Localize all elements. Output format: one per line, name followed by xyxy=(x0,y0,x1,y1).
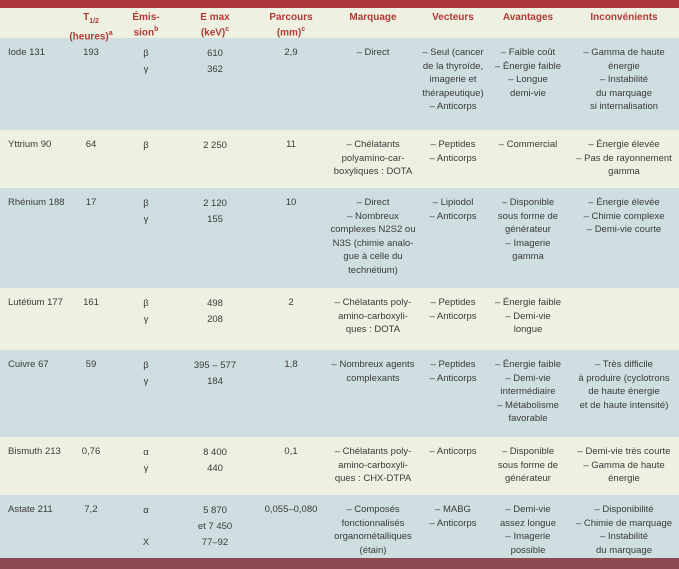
header-half-life xyxy=(65,12,117,43)
cell-marquage-line: – Chélatants xyxy=(346,139,400,150)
cell-emission-line: γ xyxy=(143,463,149,474)
cell-inconvenients-line: énergie xyxy=(608,473,640,484)
cell-inconvenients-line: à produire (cyclotrons xyxy=(578,372,670,384)
cell-marquage-line: – Nombreux xyxy=(347,210,399,222)
cell-avantages-line: sous forme de xyxy=(497,459,559,471)
table-row xyxy=(0,38,679,130)
cell-parcours xyxy=(255,445,327,495)
cell-emission xyxy=(117,358,175,437)
cell-emission-line: α xyxy=(143,505,149,516)
cell-vecteurs xyxy=(419,445,487,495)
cell-vecteurs-line: – Anticorps xyxy=(429,517,477,529)
cell-emax xyxy=(175,503,255,558)
cell-vecteurs xyxy=(419,138,487,188)
cell-marquage-line: (étain) xyxy=(359,544,387,556)
header-avantages xyxy=(487,12,569,38)
cell-parcours xyxy=(255,503,327,558)
header-marquage-label: Marquage xyxy=(349,12,397,23)
cell-marquage-line: complexes N2S2 ou xyxy=(330,224,416,235)
header-vecteurs xyxy=(419,12,487,38)
cell-marquage-line: – Direct xyxy=(356,197,390,208)
cell-emax xyxy=(175,46,255,130)
cell-avantages-line: favorable xyxy=(508,413,548,424)
cell-emax xyxy=(175,358,255,437)
cell-emission xyxy=(117,296,175,350)
cell-vecteurs-line: – Peptides xyxy=(430,297,476,308)
cell-inconvenients-line: – Instabilité xyxy=(599,531,649,542)
cell-avantages-line: générateur xyxy=(505,224,551,235)
cell-marquage-line: technétium) xyxy=(348,264,398,276)
cell-vecteurs xyxy=(419,296,487,350)
cell-marquage-line: boxyliques : DOTA xyxy=(333,166,413,177)
cell-marquage-line: – Chélatants poly- xyxy=(334,297,412,308)
cell-marquage-line: amino-carboxyli- xyxy=(338,459,408,471)
cell-parcours-line: 0,055–0,080 xyxy=(264,504,318,515)
cell-emission-line: X xyxy=(142,537,150,548)
cell-avantages xyxy=(487,46,569,130)
cell-avantages-line: générateur xyxy=(505,473,551,484)
cell-emission xyxy=(117,46,175,130)
cell-marquage-line: gue à celle du xyxy=(343,251,403,262)
cell-avantages-line: – Métabolisme xyxy=(497,399,559,411)
cell-emax-line: 208 xyxy=(207,314,223,325)
cell-avantages-line: – Énergie faible xyxy=(494,297,562,308)
cell-avantages xyxy=(487,358,569,437)
cell-emission-line: β xyxy=(143,48,149,59)
cell-vecteurs-line: – Anticorps xyxy=(429,101,477,112)
cell-parcours-line: 0,1 xyxy=(284,446,298,457)
cell-inconvenients-line: – Chimie complexe xyxy=(583,210,665,222)
cell-vecteurs-line: – Anticorps xyxy=(429,310,477,322)
cell-emax xyxy=(175,196,255,288)
cell-vecteurs xyxy=(419,196,487,288)
cell-emission-line: γ xyxy=(143,376,149,387)
cell-inconvenients xyxy=(569,503,679,558)
cell-avantages-line: intermédiaire xyxy=(500,386,556,397)
cell-emax-line: 77–92 xyxy=(201,537,229,548)
cell-inconvenients-line: – Gamma de haute xyxy=(583,459,665,471)
cell-avantages xyxy=(487,196,569,288)
cell-inconvenients-line: du marquage xyxy=(596,87,652,99)
cell-name-line: Yttrium 90 xyxy=(8,139,52,150)
cell-inconvenients-line: – Disponibilité xyxy=(594,504,654,515)
cell-parcours xyxy=(255,296,327,350)
cell-inconvenients-line: – Énergie élevée xyxy=(588,139,660,150)
cell-marquage-line: – Composés xyxy=(346,504,400,515)
cell-emax-line: 2 120 xyxy=(203,198,227,209)
header-parcours xyxy=(255,12,327,38)
cell-avantages-line: sous forme de xyxy=(497,210,559,222)
cell-marquage xyxy=(327,445,419,495)
cell-emission-line: β xyxy=(143,298,149,309)
cell-marquage-line: N3S (chimie analo- xyxy=(332,237,414,249)
cell-emax xyxy=(175,138,255,188)
header-emission-line1: Émis- xyxy=(132,12,160,23)
cell-t12 xyxy=(65,46,117,130)
cell-emax-line: 395 – 577 xyxy=(193,360,237,371)
cell-marquage xyxy=(327,46,419,130)
cell-vecteurs-line: – MABG xyxy=(435,504,471,515)
cell-emission-line xyxy=(117,519,175,535)
cell-marquage-line: – Nombreux agents xyxy=(331,359,415,370)
cell-avantages-line: – Commercial xyxy=(498,139,558,150)
cell-avantages xyxy=(487,445,569,495)
cell-inconvenients-line: énergie xyxy=(608,60,640,72)
cell-parcours xyxy=(255,358,327,437)
header-avantages-label: Avantages xyxy=(502,12,554,23)
cell-marquage-line: ques : DOTA xyxy=(345,324,401,335)
cell-t12-line: 193 xyxy=(83,47,99,58)
cell-inconvenients xyxy=(569,358,679,437)
cell-name xyxy=(0,196,65,288)
cell-emission-line: γ xyxy=(143,314,149,325)
cell-t12-line: 64 xyxy=(85,139,97,150)
cell-inconvenients-line: – Demi-vie courte xyxy=(586,224,662,235)
cell-marquage-line: – Chélatants poly- xyxy=(334,446,412,457)
cell-avantages-line: – Disponible xyxy=(501,446,555,457)
cell-marquage-line: – Direct xyxy=(356,47,390,58)
cell-t12 xyxy=(65,138,117,188)
cell-emax-line: 362 xyxy=(207,64,223,75)
cell-avantages-line: – Énergie faible xyxy=(494,359,562,370)
cell-vecteurs-line: de la thyroïde, xyxy=(422,60,484,72)
cell-inconvenients xyxy=(569,196,679,288)
cell-t12-line: 0,76 xyxy=(81,446,101,457)
cell-marquage-line: fonctionnalisés xyxy=(341,517,405,529)
cell-emission-line: α xyxy=(143,447,149,458)
header-marquage xyxy=(327,12,419,38)
cell-t12 xyxy=(65,296,117,350)
cell-emission-line: β xyxy=(143,360,149,371)
cell-t12 xyxy=(65,445,117,495)
cell-name-line: Bismuth 213 xyxy=(8,446,61,457)
header-emission-line2: sion$^b$ xyxy=(133,26,159,39)
cell-avantages-line: – Longue xyxy=(508,74,548,85)
cell-emission xyxy=(117,196,175,288)
cell-t12 xyxy=(65,196,117,288)
cell-avantages-line: longue xyxy=(513,324,543,335)
cell-avantages-line: – Demi-vie xyxy=(505,372,551,384)
cell-name xyxy=(0,503,65,558)
cell-vecteurs-line: imagerie et xyxy=(429,74,477,85)
cell-vecteurs-line: – Anticorps xyxy=(429,210,477,222)
cell-emax-line: 155 xyxy=(207,214,223,225)
table-row xyxy=(0,188,679,288)
cell-parcours xyxy=(255,46,327,130)
cell-inconvenients-line: – Gamma de haute xyxy=(583,47,665,58)
cell-avantages-line: – Énergie faible xyxy=(494,60,562,72)
header-inconvenients-label: Inconvénients xyxy=(590,12,658,23)
cell-avantages-line: – Imagerie xyxy=(505,237,551,249)
cell-marquage-line: complexants xyxy=(346,372,400,384)
cell-parcours xyxy=(255,196,327,288)
cell-name xyxy=(0,358,65,437)
cell-vecteurs-line: – Peptides xyxy=(430,139,476,150)
cell-emax-line: 184 xyxy=(207,376,223,387)
cell-name xyxy=(0,445,65,495)
cell-inconvenients-line: gamma xyxy=(608,166,640,177)
cell-parcours-line: 2 xyxy=(288,297,294,308)
cell-vecteurs-line: – Anticorps xyxy=(429,372,477,384)
cell-vecteurs xyxy=(419,358,487,437)
cell-name xyxy=(0,46,65,130)
cell-inconvenients xyxy=(569,445,679,495)
cell-emax-line: 498 xyxy=(207,298,223,309)
table-row xyxy=(0,288,679,350)
cell-avantages xyxy=(487,138,569,188)
cell-name-line: Cuivre 67 xyxy=(8,359,49,370)
cell-inconvenients xyxy=(569,46,679,130)
cell-avantages-line: – Faible coût xyxy=(500,47,556,58)
cell-inconvenients-line: – Pas de rayonnement xyxy=(576,152,672,164)
cell-marquage xyxy=(327,138,419,188)
cell-name-line: Lutétium 177 xyxy=(8,297,63,308)
cell-avantages-line: gamma xyxy=(512,251,544,262)
cell-vecteurs-line: – Anticorps xyxy=(429,446,477,457)
cell-avantages xyxy=(487,296,569,350)
cell-avantages-line: demi-vie xyxy=(510,87,546,99)
header-half-life-line2: (heures)$^a$ xyxy=(69,30,113,43)
cell-inconvenients xyxy=(569,296,679,350)
cell-inconvenients-line: de haute énergie xyxy=(588,386,660,397)
header-parcours-line1: Parcours xyxy=(269,12,313,23)
cell-emax-line: et 7 450 xyxy=(197,521,233,532)
cell-vecteurs xyxy=(419,503,487,558)
cell-emax-line: 8 400 xyxy=(203,447,227,458)
cell-inconvenients-line: – Chimie de marquage xyxy=(575,517,673,529)
cell-parcours-line: 10 xyxy=(285,197,297,208)
cell-name-line: Iode 131 xyxy=(8,47,45,58)
cell-parcours-line: 1,8 xyxy=(284,359,298,370)
cell-avantages-line: – Imagerie xyxy=(505,531,551,542)
cell-emission xyxy=(117,503,175,558)
cell-avantages-line: – Demi-vie xyxy=(505,504,551,515)
cell-emission-line: γ xyxy=(143,64,149,75)
cell-avantages-line: possible xyxy=(510,544,546,556)
cell-inconvenients-line: – Demi-vie très courte xyxy=(577,446,671,457)
table-row xyxy=(0,350,679,437)
cell-emission xyxy=(117,138,175,188)
table-row xyxy=(0,130,679,188)
header-vecteurs-label: Vecteurs xyxy=(432,12,474,23)
header-emax-line1: E max xyxy=(200,12,230,23)
cell-vecteurs-line: – Lipiodol xyxy=(432,197,474,208)
cell-name xyxy=(0,138,65,188)
cell-avantages-line: – Demi-vie xyxy=(505,310,551,322)
cell-avantages xyxy=(487,503,569,558)
cell-emax xyxy=(175,296,255,350)
cell-marquage-line: ques : CHX-DTPA xyxy=(334,473,412,484)
table-body xyxy=(0,38,679,558)
cell-vecteurs xyxy=(419,46,487,130)
cell-marquage xyxy=(327,358,419,437)
cell-name xyxy=(0,296,65,350)
cell-marquage xyxy=(327,196,419,288)
cell-parcours-line: 11 xyxy=(286,139,296,150)
cell-emax-line: 610 xyxy=(207,48,223,59)
table-header-row xyxy=(0,8,679,43)
cell-name-line: Rhénium 188 xyxy=(8,197,65,208)
cell-marquage xyxy=(327,503,419,558)
cell-emission-line: γ xyxy=(143,214,149,225)
cell-inconvenients-line: – Instabilité xyxy=(599,74,649,85)
cell-inconvenients xyxy=(569,138,679,188)
cell-marquage-line: polyamino-car- xyxy=(341,152,405,164)
cell-t12-line: 17 xyxy=(85,197,97,208)
cell-vecteurs-line: – Seul (cancer xyxy=(422,47,484,58)
cell-parcours xyxy=(255,138,327,188)
header-emax-line2: (keV)$^c$ xyxy=(200,26,230,39)
cell-emax-line: 5 870 xyxy=(203,505,227,516)
cell-inconvenients-line: et de haute intensité) xyxy=(579,399,669,411)
cell-t12-line: 161 xyxy=(83,297,99,308)
cell-inconvenients-line: du marquage xyxy=(596,544,652,556)
cell-inconvenients-line: si internalisation xyxy=(589,101,659,112)
cell-emax-line: 2 250 xyxy=(203,140,227,151)
cell-t12 xyxy=(65,358,117,437)
table-row xyxy=(0,495,679,558)
cell-avantages-line: – Disponible xyxy=(501,197,555,208)
header-emax xyxy=(175,12,255,38)
header-inconvenients xyxy=(569,12,679,38)
cell-avantages-line: assez longue xyxy=(500,517,556,529)
cell-t12-line: 7,2 xyxy=(84,504,98,515)
cell-vecteurs-line: – Peptides xyxy=(430,359,476,370)
header-emission xyxy=(117,12,175,38)
cell-name-line: Astate 211 xyxy=(8,504,53,515)
cell-t12-line: 59 xyxy=(85,359,97,370)
cell-t12 xyxy=(65,503,117,558)
header-parcours-line2: (mm)$^c$ xyxy=(276,26,306,39)
table-bottom-border xyxy=(0,558,679,569)
table-row xyxy=(0,437,679,495)
header-isotope-empty xyxy=(0,12,65,38)
cell-marquage xyxy=(327,296,419,350)
cell-emission-line: β xyxy=(143,140,149,151)
cell-emax-line: 440 xyxy=(207,463,223,474)
cell-vecteurs-line: thérapeutique) xyxy=(422,87,484,99)
cell-marquage-line: organométalliques xyxy=(334,531,412,542)
table-top-border xyxy=(0,0,679,8)
header-half-life-line1: $T_{1/2}$ xyxy=(83,12,99,25)
cell-inconvenients-line: – Énergie élevée xyxy=(588,197,660,208)
cell-emax xyxy=(175,445,255,495)
cell-inconvenients-line: – Très difficile xyxy=(595,359,653,370)
cell-emission-line: β xyxy=(143,198,149,209)
cell-marquage-line: amino-carboxyli- xyxy=(338,310,408,322)
cell-vecteurs-line: – Anticorps xyxy=(429,152,477,164)
cell-parcours-line: 2,9 xyxy=(284,47,298,58)
cell-emission xyxy=(117,445,175,495)
